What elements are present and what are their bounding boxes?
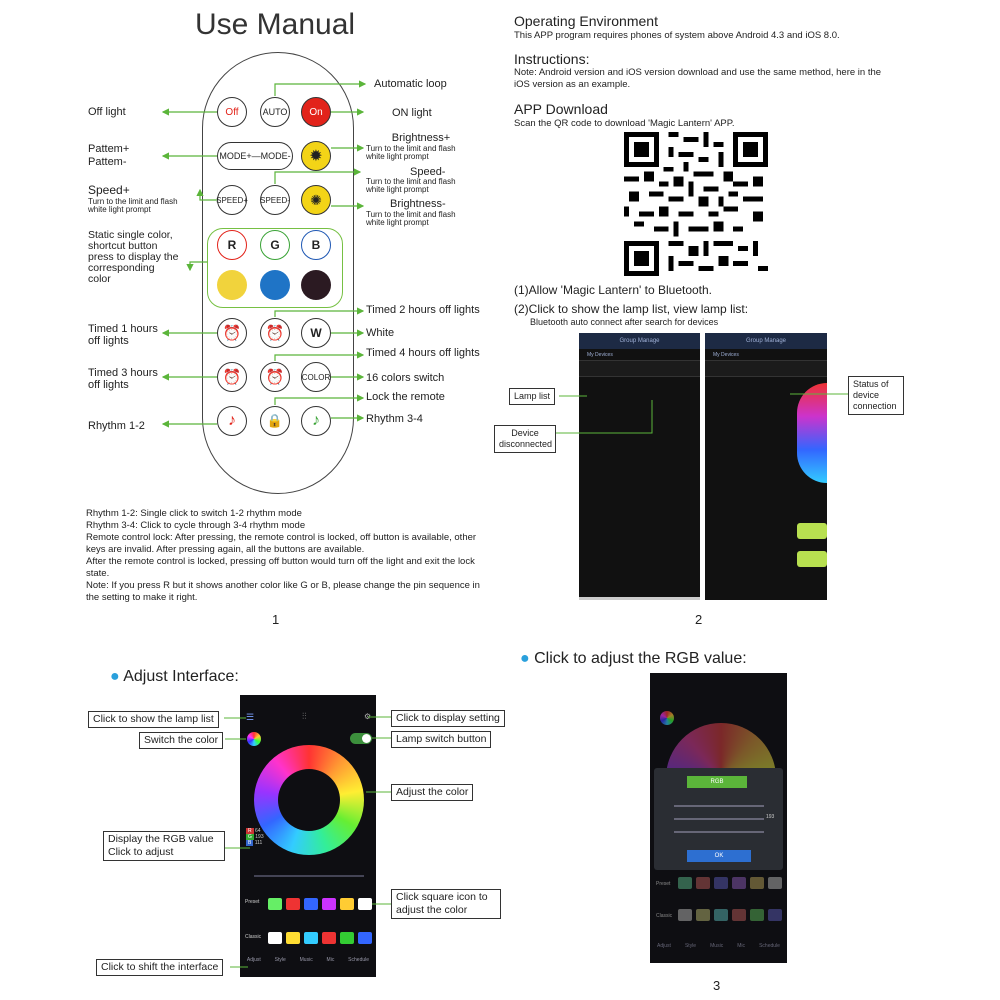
alarm-clock-icon: ⏰ — [265, 325, 285, 342]
note-brightness-minus: Turn to the limit and flash white light prompt — [366, 210, 456, 227]
blue-button[interactable]: B — [301, 230, 331, 260]
gear-icon[interactable]: ⚙ — [364, 712, 372, 721]
preset-label: Preset — [245, 899, 260, 905]
heading-text: Adjust Interface: — [123, 668, 239, 685]
nav-adjust[interactable]: Adjust — [246, 957, 261, 963]
speed-minus-button[interactable]: SPEED- — [260, 185, 290, 215]
color-switch-button[interactable]: COLOR — [301, 362, 331, 392]
step-1: (1)Allow 'Magic Lantern' to Bluetooth. — [514, 283, 713, 297]
nav-music[interactable]: Music — [710, 943, 724, 949]
classic-label: Classic — [245, 934, 262, 940]
menu-icon[interactable]: ☰ — [246, 712, 255, 722]
label-timed-2h: Timed 2 hours off lights — [366, 304, 480, 316]
nav-music[interactable]: Music — [299, 957, 313, 963]
nav-mic[interactable]: Mic — [326, 957, 335, 963]
label-white: White — [366, 327, 395, 339]
page-number: 1 — [272, 612, 280, 627]
color-mode-icon[interactable] — [660, 711, 674, 725]
label-lock: Lock the remote — [366, 391, 445, 403]
note-brightness-plus: Turn to the limit and flash white light prompt — [366, 144, 456, 161]
env-title: Operating Environment — [514, 13, 658, 29]
auto-button[interactable]: AUTO — [260, 97, 290, 127]
callout-lamp-list: Click to show the lamp list — [88, 711, 219, 728]
lock-icon: 🔒 — [266, 413, 284, 428]
preset-swatch[interactable] — [714, 877, 728, 889]
label-rhythm-12: Rhythm 1-2 — [88, 420, 145, 432]
heading-text: Click to adjust the RGB value: — [534, 650, 747, 667]
classic-swatch[interactable] — [678, 909, 692, 921]
rgb-dialog — [654, 768, 783, 870]
label-16-colors: 16 colors switch — [366, 372, 445, 384]
bottom-nav — [650, 943, 787, 949]
label-rhythm-34: Rhythm 3-4 — [366, 413, 423, 425]
ok-button[interactable]: OK — [687, 850, 751, 862]
callout-rgb-value: Display the RGB value Click to adjust — [103, 831, 225, 861]
callout-square-icon: Click square icon to adjust the color — [391, 889, 501, 919]
nav-adjust[interactable]: Adjust — [657, 943, 671, 949]
sun-icon: ✺ — [310, 191, 322, 208]
preset-swatch[interactable] — [750, 877, 764, 889]
label-timed-3h: Timed 3 hours off lights — [88, 367, 158, 391]
label-on-light: ON light — [392, 107, 432, 119]
alarm-clock-icon: ⏰ — [265, 369, 285, 386]
nav-style[interactable]: Style — [684, 943, 697, 949]
bullet-icon: ● — [110, 668, 120, 685]
label-brightness-minus: Brightness- — [390, 198, 446, 210]
nav-schedule[interactable]: Schedule — [348, 957, 370, 963]
sun-icon: ✹ — [309, 148, 323, 165]
label-pattern-plus: Pattem+ — [88, 143, 130, 155]
callout-switch-color: Switch the color — [139, 732, 223, 749]
label-pattern-minus: Pattem- — [88, 156, 127, 168]
nav-mic[interactable]: Mic — [737, 943, 746, 949]
note-line: Rhythm 1-2: Single click to switch 1-2 rhythm mode — [86, 508, 302, 519]
download-text: Scan the QR code to download 'Magic Lantern' APP. — [514, 118, 735, 129]
note-line: After the remote control is locked, pressing off button would turn off the light and exit the lock state. — [86, 556, 475, 579]
b-slider[interactable] — [674, 831, 764, 833]
preset-swatch[interactable] — [732, 877, 746, 889]
classic-label: Classic — [656, 913, 673, 919]
off-button[interactable]: Off — [217, 97, 247, 127]
label-automatic-loop: Automatic loop — [374, 78, 447, 90]
nav-schedule[interactable]: Schedule — [759, 943, 780, 949]
nav-style[interactable]: Style — [274, 957, 286, 963]
callout-device-status: Status of device connection — [848, 376, 904, 415]
group-manage-header: Group Manage — [705, 333, 827, 349]
step-2-note: Bluetooth auto connect after search for devices — [530, 317, 719, 327]
callout-lamp-list: Lamp list — [509, 388, 555, 405]
callout-device-disconnected: Device disconnected — [494, 425, 556, 453]
group-row: My Devices — [705, 349, 827, 361]
note-speed-minus: Turn to the limit and flash white light prompt — [366, 177, 456, 194]
green-button[interactable]: G — [260, 230, 290, 260]
preset-swatch[interactable] — [696, 877, 710, 889]
label-static-color: Static single color, shortcut button press to display the corresponding color — [88, 229, 179, 285]
mode-button[interactable]: MODE+—MODE- — [217, 142, 293, 170]
page-number: 2 — [695, 612, 703, 627]
bullet-icon: ● — [520, 650, 530, 667]
note-line: Note: If you press R but it shows another color like G or B, please change the pin sequence in the setting to make it right. — [86, 580, 480, 603]
classic-swatch[interactable] — [768, 909, 782, 921]
preset-label: Preset — [656, 881, 671, 887]
label-speed-minus: Speed- — [410, 166, 446, 178]
label-brightness-plus: Brightness+ — [391, 132, 451, 144]
sliders-icon: ⫶⫶ — [302, 711, 307, 721]
page-title: Use Manual — [195, 8, 356, 41]
rgb-readout[interactable]: R 64 G 193 B 111 — [248, 828, 264, 846]
white-button[interactable]: W — [301, 318, 331, 348]
classic-swatch[interactable] — [714, 909, 728, 921]
r-slider[interactable] — [674, 805, 764, 807]
rgb-dialog-title: RGB — [687, 776, 747, 788]
callout-lamp-switch: Lamp switch button — [391, 731, 491, 748]
env-text: This APP program requires phones of system above Android 4.3 and iOS 8.0. — [514, 30, 840, 41]
note-speed-plus: Turn to the limit and flash white light prompt — [88, 197, 178, 214]
on-button[interactable]: On — [301, 97, 331, 127]
label-speed-plus: Speed+ — [88, 183, 130, 197]
callout-adjust-color: Adjust the color — [391, 784, 473, 801]
group-manage-header: Group Manage — [579, 333, 700, 349]
note-line: Remote control lock: After pressing, the remote control is locked, off button is available, other keys are invalid. After pressing again, all the buttons are available. — [86, 532, 477, 555]
group-row: My Devices — [579, 349, 700, 361]
classic-swatch[interactable] — [732, 909, 746, 921]
label-timed-1h: Timed 1 hours off lights — [88, 323, 158, 347]
step-2: (2)Click to show the lamp list, view lamp list: — [514, 302, 749, 316]
red-button[interactable]: R — [217, 230, 247, 260]
label-off-light: Off light — [88, 106, 126, 118]
rgb-heading — [520, 650, 747, 668]
alarm-clock-icon: ⏰ — [222, 369, 242, 386]
g-value: 193 — [766, 814, 775, 820]
callout-shift-interface: Click to shift the interface — [96, 959, 223, 976]
alarm-clock-icon: ⏰ — [222, 325, 242, 342]
classic-swatch[interactable] — [696, 909, 710, 921]
instructions-title: Instructions: — [514, 51, 590, 67]
instructions-text: Note: Android version and iOS version download and use the same method, here in the iOS version as an example. — [514, 67, 882, 90]
callout-display-setting: Click to display setting — [391, 710, 505, 727]
preset-swatch[interactable] — [768, 877, 782, 889]
download-title: APP Download — [514, 101, 608, 117]
page-number: 3 — [713, 978, 721, 993]
music-note-icon: ♪ — [312, 412, 320, 429]
speed-plus-button[interactable]: SPEED+ — [217, 185, 247, 215]
classic-swatch[interactable] — [750, 909, 764, 921]
note-line: Rhythm 3-4: Click to cycle through 3-4 rhythm mode — [86, 520, 306, 531]
music-note-icon: ♪ — [228, 412, 236, 429]
preset-swatch[interactable] — [678, 877, 692, 889]
label-timed-4h: Timed 4 hours off lights — [366, 347, 480, 359]
g-slider[interactable] — [674, 818, 764, 820]
